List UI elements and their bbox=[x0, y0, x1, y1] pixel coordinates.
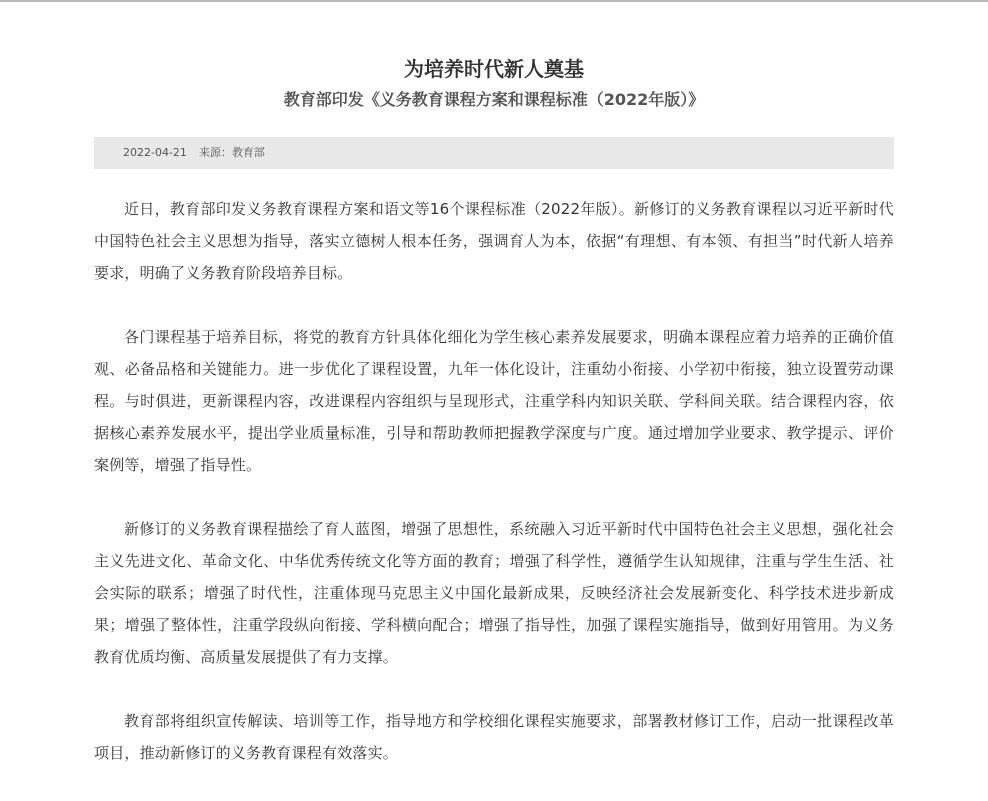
article-subtitle: 教育部印发《义务教育课程方案和课程标准（2022年版）》 bbox=[283, 90, 705, 109]
article-meta-bar bbox=[94, 137, 894, 169]
article-title: 为培养时代新人奠基 bbox=[404, 57, 584, 81]
article bbox=[94, 0, 894, 801]
paragraph-1: 近日，教育部印发义务教育课程方案和语文等16个课程标准（2022年版）。新修订的义务教育课程以习近平新时代中国特色社会主义思想为指导，落实立德树人根本任务，强调育人为本，依据“有理想、有本领、有担当”时代新人培养要求，明确了义务教育阶段培养目标。 bbox=[94, 200, 894, 282]
source-name: 教育部 bbox=[231, 146, 265, 159]
publish-date: 2022-04-21 bbox=[123, 146, 187, 159]
source-label: 来源： bbox=[198, 146, 232, 159]
paragraph-4: 教育部将组织宣传解读、培训等工作，指导地方和学校细化课程实施要求，部署教材修订工作，启动一批课程改革项目，推动新修订的义务教育课程有效落实。 bbox=[94, 712, 894, 762]
article-body bbox=[94, 193, 894, 769]
paragraph-2: 各门课程基于培养目标，将党的教育方针具体化细化为学生核心素养发展要求，明确本课程应着力培养的正确价值观、必备品格和关键能力。进一步优化了课程设置，九年一体化设计，注重幼小衔接、小学初中衔接，独立设置劳动课程。与时俱进，更新课程内容，改进课程内容组织与呈现形式，注重学科内知识关联、学科间关联。结合课程内容，依据核心素养发展水平，提出学业质量标准，引导和帮助教师把握教学深度与广度。通过增加学业要求、教学提示、评价案例等，增强了指导性。 bbox=[94, 328, 894, 474]
paragraph-3: 新修订的义务教育课程描绘了育人蓝图，增强了思想性，系统融入习近平新时代中国特色社会主义思想，强化社会主义先进文化、革命文化、中华优秀传统文化等方面的教育；增强了科学性，遵循学生认知规律，注重与学生生活、社会实际的联系；增强了时代性，注重体现马克思主义中国化最新成果，反映经济社会发展新变化、科学技术进步新成果；增强了整体性，注重学段纵向衔接、学科横向配合；增强了指导性，加强了课程实施指导，做到好用管用。为义务教育优质均衡、高质量发展提供了有力支撑。 bbox=[94, 520, 894, 666]
